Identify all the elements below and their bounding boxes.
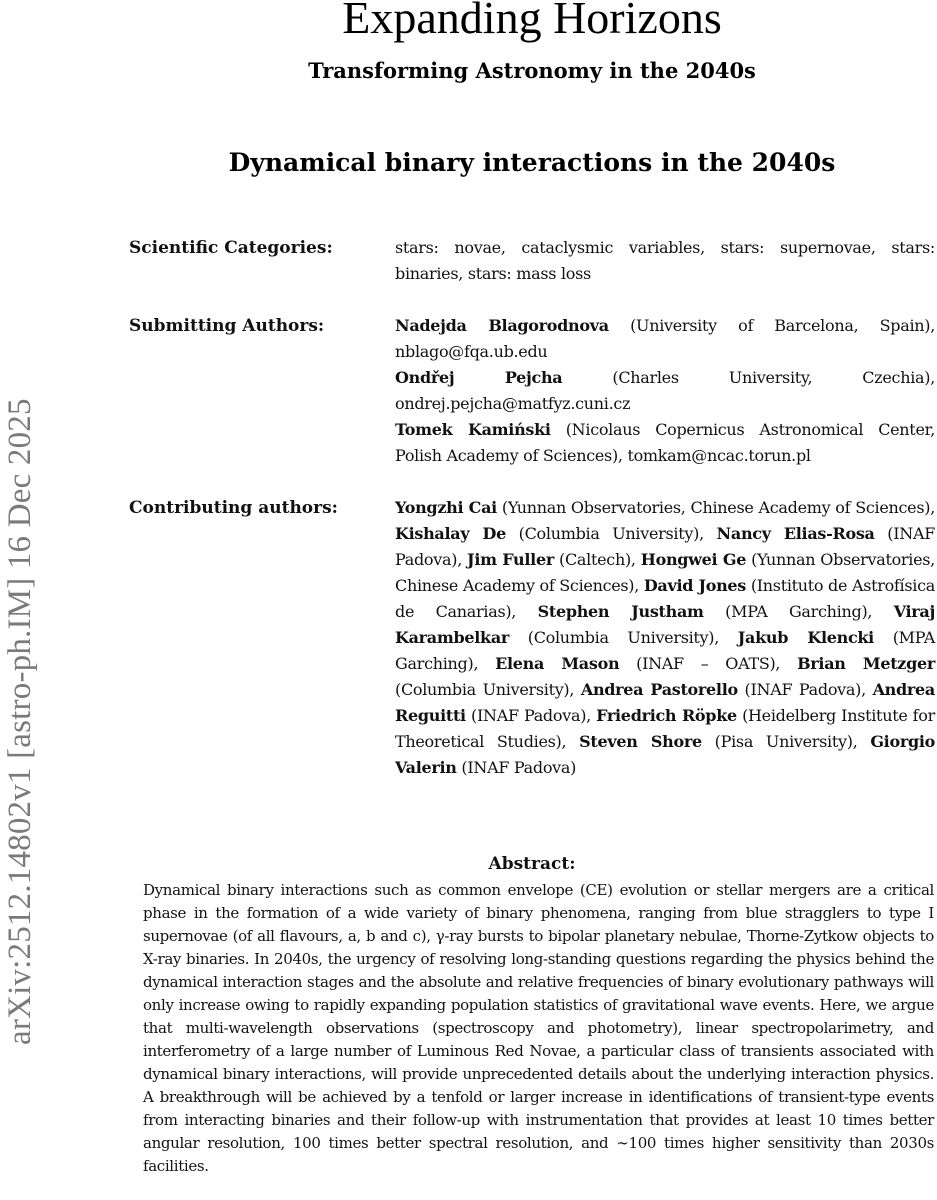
categories-label: Scientific Categories:: [129, 238, 333, 258]
author-affiliation: (INAF Padova): [395, 524, 935, 569]
author-name: Stephen Justham: [537, 602, 704, 621]
contributing-authors-row: [129, 495, 937, 781]
author-name: Jakub Klencki: [737, 628, 874, 647]
contributing-authors-list: Yongzhi Cai (Yunnan Observatories, Chinese Academy of Sciences), Kishalay De (Columbia University), Nancy Elias-Rosa (INAF Padova), Jim Fuller (Caltech), Hongwei Ge (Yunnan Observatories, Chinese Academy of Sciences), David Jones (Instituto de Astrofísica de Canarias), Stephen Justham (MPA Garching), Viraj Karambelkar (Columbia University), Jakub Klencki (MPA Garching), Elena Mason (INAF – OATS), Brian Metzger (Columbia University), Andrea Pastorello (INAF Padova), Andrea Reguitti (INAF Padova), Friedrich Röpke (Heidelberg Institute for Theoretical Studies), Steven Shore (Pisa University), Giorgio Valerin (INAF Padova): [395, 498, 936, 777]
contributing-authors-label: Contributing authors:: [129, 498, 338, 518]
author-affiliation: (INAF Padova): [737, 680, 862, 699]
author-affiliation: (INAF Padova): [465, 706, 587, 725]
author-affiliation: (Columbia University): [395, 680, 570, 699]
submitting-author: [395, 313, 935, 365]
series-subtitle: Transforming Astronomy in the 2040s: [308, 58, 756, 83]
author-affiliation: (Yunnan Observatories, Chinese Academy of Sciences): [496, 498, 931, 517]
arxiv-identifier-stamp: arXiv:2512.14802v1 [astro-ph.IM] 16 Dec 2025: [2, 398, 38, 1045]
author-affiliation: (INAF Padova): [456, 758, 577, 777]
author-name: Nadejda Blagorodnova: [395, 316, 609, 335]
abstract-heading: Abstract:: [488, 854, 576, 874]
author-name: Kishalay De: [395, 524, 506, 543]
author-name: Andrea Pastorello: [580, 680, 738, 699]
author-name: Nancy Elias-Rosa: [716, 524, 875, 543]
submitting-authors-list: [395, 313, 935, 469]
categories-value: stars: novae, cataclysmic variables, stars: supernovae, stars: binaries, stars: mass loss: [395, 238, 935, 283]
author-name: Hongwei Ge: [640, 550, 747, 569]
author-name: Yongzhi Cai: [395, 498, 497, 517]
author-affiliation: (Pisa University): [701, 732, 853, 751]
categories-row: [129, 235, 937, 287]
submitting-author: [395, 417, 935, 469]
author-name: Friedrich Röpke: [596, 706, 737, 725]
author-affiliation: (MPA Garching): [395, 628, 935, 673]
author-name: Steven Shore: [579, 732, 702, 751]
author-name: David Jones: [643, 576, 747, 595]
author-affiliation: (INAF – OATS): [619, 654, 776, 673]
author-name: Giorgio Valerin: [395, 732, 935, 777]
author-name: Ondřej Pejcha: [395, 368, 563, 387]
submitting-authors-row: [129, 313, 937, 469]
abstract-body: Dynamical binary interactions such as common envelope (CE) evolution or stellar mergers are a critical phase in the formation of a wide variety of binary phenomena, ranging from blue stragglers to type I supernovae (of all flavours, a, b and c), γ-ray bursts to bipolar planetary nebulae, Thorne-Zytkow objects to X-ray binaries. In 2040s, the urgency of resolving long-standing questions regarding the physics behind the dynamical interaction stages and the absolute and relative frequencies of binary evolutionary pathways will only increase owing to rapidly expanding population statistics of gravitational wave events. Here, we argue that multi-wavelength observations (spectroscopy and photometry), linear spectropolarimetry, and interferometry of a large number of Luminous Red Novae, a particular class of transients associated with dynamical binary interactions, will provide unprecedented details about the underlying interaction physics. A breakthrough will be achieved by a tenfold or larger increase in identifications of transient-type events from interacting binaries and their follow-up with instrumentation that provides at least 10 times better angular resolution, 100 times better spectral resolution, and ∼100 times higher sensitivity than 2030s facilities.: [143, 881, 934, 1175]
author-name: Tomek Kamiński: [395, 420, 551, 439]
author-name: Jim Fuller: [467, 550, 554, 569]
author-name: Andrea Reguitti: [395, 680, 935, 725]
author-detail: (University of Barcelona, Spain), nblago@fqa.ub.edu: [395, 316, 935, 361]
author-name: Brian Metzger: [797, 654, 935, 673]
author-name: Elena Mason: [495, 654, 620, 673]
series-title: Expanding Horizons: [342, 0, 722, 43]
author-detail: (Nicolaus Copernicus Astronomical Center, Polish Academy of Sciences), tomkam@ncac.torun.pl: [395, 420, 935, 465]
author-affiliation: (Instituto de Astrofísica de Canarias): [395, 576, 936, 621]
author-affiliation: (Yunnan Observatories, Chinese Academy of Sciences): [395, 550, 935, 595]
author-affiliation: (Caltech): [553, 550, 631, 569]
paper-title: Dynamical binary interactions in the 2040s: [228, 148, 836, 177]
author-affiliation: (MPA Garching): [703, 602, 868, 621]
metadata-table: [129, 235, 937, 781]
author-affiliation: (Columbia University): [509, 628, 715, 647]
submitting-author: [395, 365, 935, 417]
submitting-authors-label: Submitting Authors:: [129, 316, 325, 336]
author-affiliation: (Heidelberg Institute for Theoretical Studies): [395, 706, 935, 751]
author-detail: (Charles University, Czechia), ondrej.pejcha@matfyz.cuni.cz: [395, 368, 935, 413]
author-name: Viraj Karambelkar: [395, 602, 935, 647]
author-affiliation: (Columbia University): [505, 524, 700, 543]
